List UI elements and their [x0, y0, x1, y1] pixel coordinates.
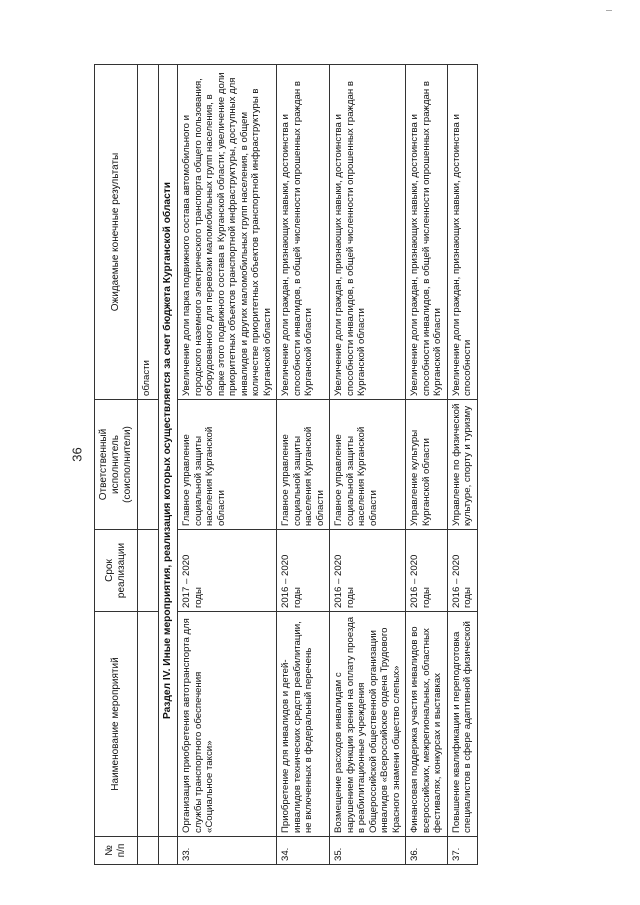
row-result: Увеличение доли граждан, признающих навыки, достоинства и способности инвалидов, в общей численности опрошенных граждан в Курганской области [277, 65, 330, 400]
page-number: 36 [69, 447, 85, 462]
row-num: 36. [406, 837, 448, 865]
scan-mark [606, 10, 612, 11]
row-executor: Главное управление социальной защиты населения Курганской области [178, 400, 277, 530]
table-row [277, 65, 330, 865]
header-executor: Ответственный исполнитель (соисполнители) [95, 400, 138, 530]
header-result: Ожидаемые конечные результаты [95, 65, 138, 400]
row-result: Увеличение доли граждан, признающих навыки, достоинства и способности инвалидов, в общей численности опрошенных граждан в Курганской области [330, 65, 406, 400]
continuation-row [138, 65, 159, 865]
table-row [178, 65, 277, 865]
row-name: Возмещение расходов инвалидам с нарушением функции зрения на оплату проезда в реабилитационные учреждения Общероссийской общественной организации инвалидов «Всероссийское ордена Трудового Красного знамени общество слепых» [330, 612, 406, 837]
table-row [447, 65, 477, 865]
row-result: Увеличение доли граждан, признающих навыки, достоинства и способности инвалидов, в общей численности опрошенных граждан в Курганской области [406, 65, 448, 400]
document-page [94, 65, 602, 865]
table-header-row [95, 65, 138, 865]
row-result: Увеличение доли граждан, признающих навыки, достоинства и способности [447, 65, 477, 400]
table-row [330, 65, 406, 865]
row-num: 35. [330, 837, 406, 865]
row-name: Организация приобретения автотранспорта для службы транспортного обеспечения «Социальное такси» [178, 612, 277, 837]
header-num: № п/п [95, 837, 138, 865]
table-row [406, 65, 448, 865]
rotated-table-container [94, 65, 602, 865]
row-executor: Главное управление социальной защиты населения Курганской области [277, 400, 330, 530]
section-title: Раздел IV. Иные мероприятия, реализация которых осуществляется за счет бюджета Курганской области [159, 65, 178, 837]
row-term: 2016 – 2020 годы [330, 530, 406, 612]
row-result: Увеличение доли парка подвижного состава автомобильного и городского наземного электрического транспорта общего пользования, оборудованного для перевозки маломобильных групп населения, в парке этого подвижного состава в Курганской области; увеличение доли приоритетных объектов транспортной инфраструктуры, доступных для инвалидов и других маломобильных групп населения, в общем количестве приоритетных объектов транспортной инфраструктуры в Курганской области [178, 65, 277, 400]
continuation-result: области [138, 65, 159, 400]
row-num: 37. [447, 837, 477, 865]
row-name: Приобретение для инвалидов и детей-инвалидов технических средств реабилитации, не включенных в федеральный перечень [277, 612, 330, 837]
row-name: Финансовая поддержка участия инвалидов во всероссийских, межрегиональных, областных фестивалях, конкурсах и выставках [406, 612, 448, 837]
row-num: 33. [178, 837, 277, 865]
row-term: 2016 – 2020 годы [447, 530, 477, 612]
row-executor: Главное управление социальной защиты населения Курганской области [330, 400, 406, 530]
row-name: Повышение квалификации и переподготовка специалистов в сфере адаптивной физической [447, 612, 477, 837]
header-name: Наименование мероприятий [95, 612, 138, 837]
row-executor: Управление культуры Курганской области [406, 400, 448, 530]
header-term: Срок реализации [95, 530, 138, 612]
row-num: 34. [277, 837, 330, 865]
measures-table [94, 64, 478, 865]
section-row [159, 65, 178, 865]
row-term: 2016 – 2020 годы [406, 530, 448, 612]
row-term: 2016 – 2020 годы [277, 530, 330, 612]
row-term: 2017 – 2020 годы [178, 530, 277, 612]
row-executor: Управление по физической культуре, спорту и туризму [447, 400, 477, 530]
